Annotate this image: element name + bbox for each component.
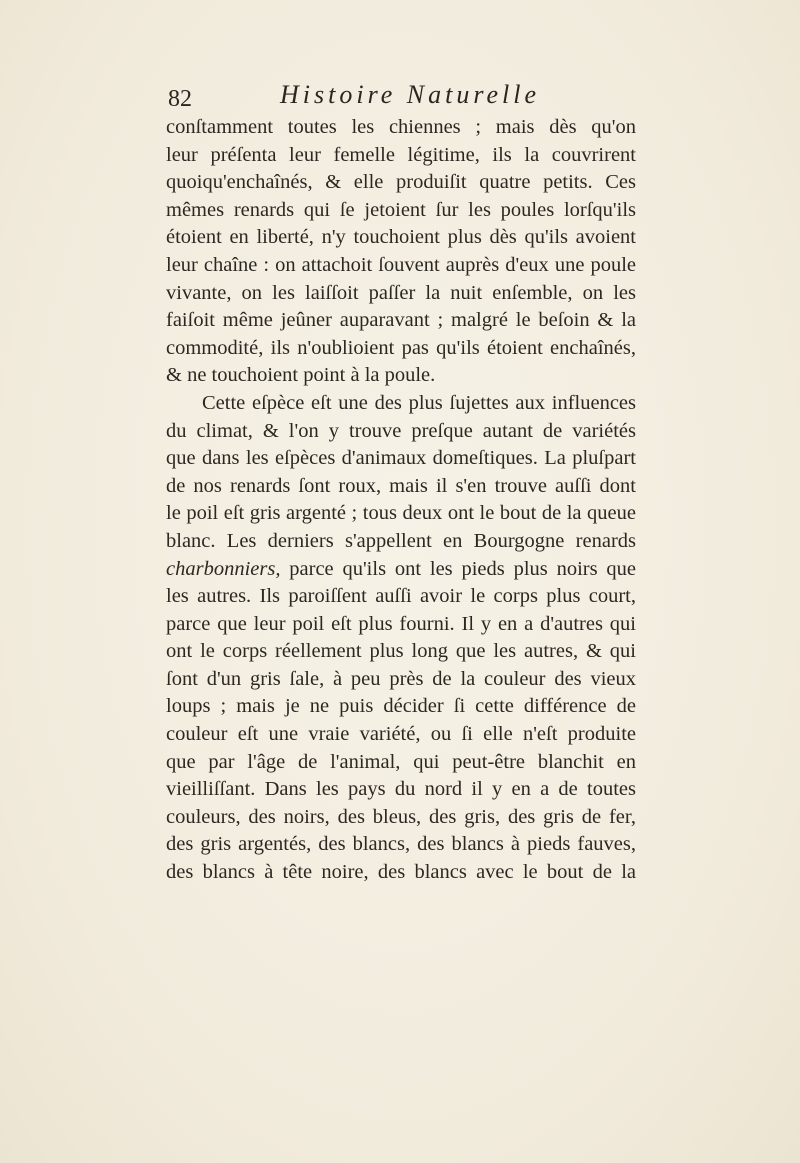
text-line-14: de nos renards ſont roux, mais il s'en trouve auſſi dont <box>166 474 636 497</box>
text-line-21: ſont d'un gris ſale, à peu près de la couleur des vieux <box>166 667 636 690</box>
text-line-8: faiſoit même jeûner auparavant ; malgré le beſoin & la <box>166 309 636 332</box>
text-line-23: couleur eſt une vraie variété, ou ſi elle n'eſt produite <box>166 723 636 746</box>
text-line-22: loups ; mais je ne puis décider ſi cette différence de <box>166 695 636 718</box>
text-line-3: quoiqu'enchaînés, & elle produiſit quatre petits. Ces <box>166 171 636 194</box>
text-line-16: blanc. Les derniers s'appellent en Bourgogne renards <box>166 529 636 552</box>
text-line-11: Cette eſpèce eſt une des plus ſujettes aux influences <box>202 391 636 414</box>
text-line-27: des gris argentés, des blancs, des blancs à pieds fauves, <box>166 833 636 856</box>
text-line-10: & ne touchoient point à la poule. <box>166 364 436 387</box>
text-line-19: parce que leur poil eſt plus fourni. Il y en a d'autres qui <box>166 612 636 635</box>
text-line-5: étoient en liberté, n'y touchoient plus dès qu'ils avoient <box>166 226 636 249</box>
text-line-20: ont le corps réellement plus long que les autres, & qui <box>166 640 636 663</box>
text-line-13: que dans les eſpèces d'animaux domeſtiques. La pluſpart <box>166 447 636 470</box>
running-title: Histoire Naturelle <box>280 80 541 109</box>
text-line-12: du climat, & l'on y trouve preſque autant de variétés <box>166 419 636 442</box>
text-line-18: les autres. Ils paroiſſent auſſi avoir le corps plus court, <box>166 585 636 608</box>
text-line-1: conſtamment toutes les chiennes ; mais dès qu'on <box>166 116 636 138</box>
text-line-25: vieilliſſant. Dans les pays du nord il y en a de toutes <box>166 778 636 801</box>
page-number: 82 <box>168 86 192 112</box>
body-text <box>166 114 636 887</box>
text-line-24: que par l'âge de l'animal, qui peut-être blanchit en <box>166 750 636 773</box>
text-line-7: vivante, on les laiſſoit paſſer la nuit enſemble, on les <box>166 281 636 304</box>
text-line-17-rest: parce qu'ils ont les pieds plus noirs que <box>289 557 636 580</box>
text-line-26: couleurs, des noirs, des bleus, des gris, des gris de fer, <box>166 805 636 828</box>
italic-word: charbonniers, <box>166 557 281 580</box>
text-line-9: commodité, ils n'oublioient pas qu'ils étoient enchaînés, <box>166 336 636 359</box>
text-line-17 <box>166 556 636 584</box>
text-line-4: mêmes renards qui ſe jetoient ſur les poules lorſqu'ils <box>166 198 636 221</box>
text-line-2: leur préſenta leur femelle légitime, ils la couvrirent <box>166 143 636 166</box>
text-line-6: leur chaîne : on attachoit ſouvent auprès d'eux une poule <box>166 253 636 276</box>
text-line-28: des blancs à tête noire, des blancs avec le bout de la <box>166 861 636 884</box>
page-header <box>168 80 638 116</box>
text-line-15: le poil eſt gris argenté ; tous deux ont le bout de la queue <box>166 502 636 525</box>
